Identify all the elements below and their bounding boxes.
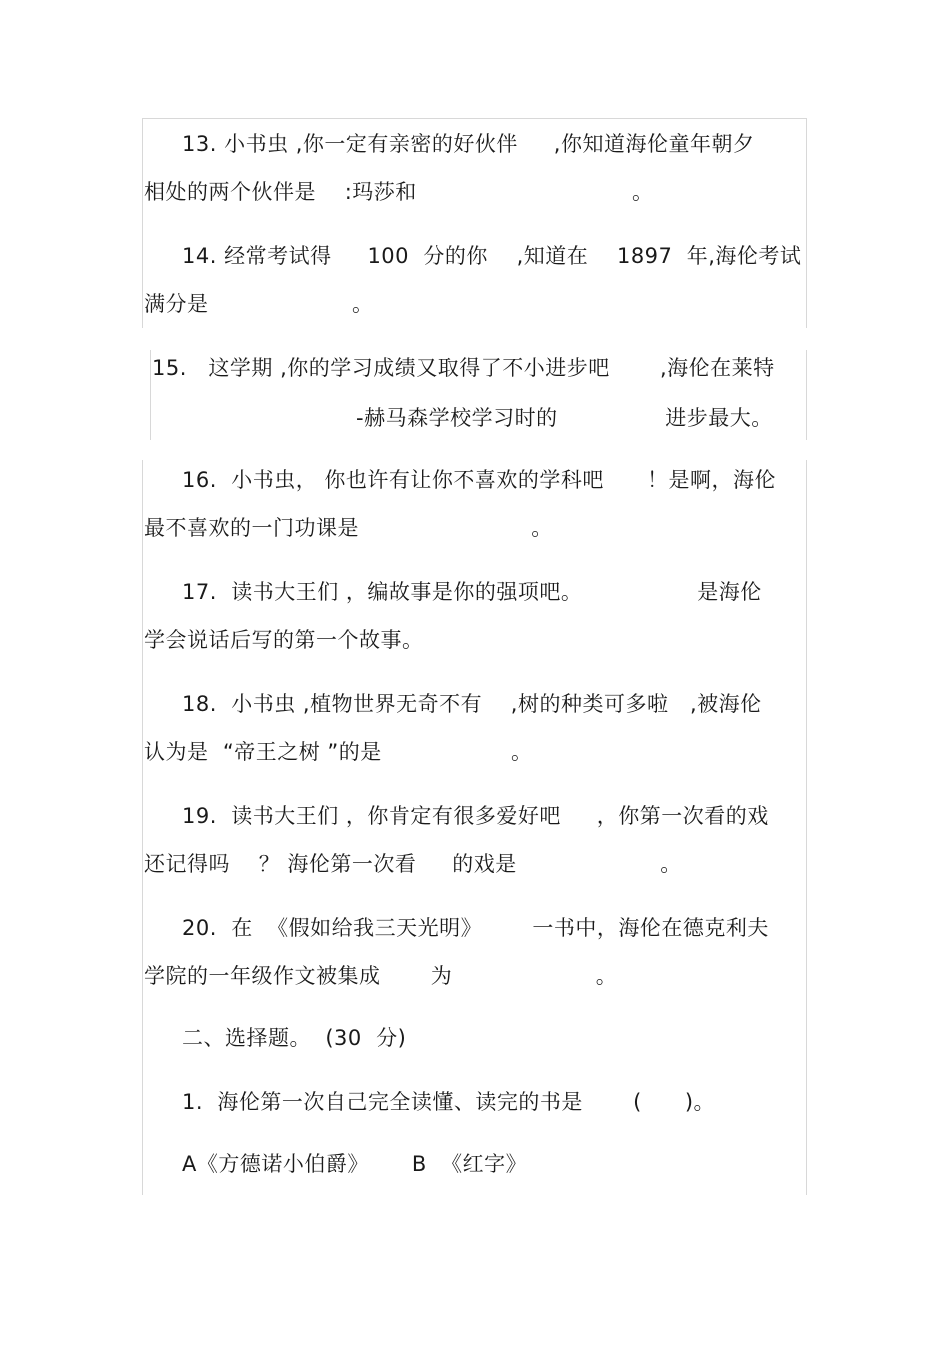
question-13-line-2: 相处的两个伙伴是 :玛莎和 。 bbox=[144, 180, 654, 204]
choice-question-1-options: A《方德诺小伯爵》 B 《红字》 bbox=[182, 1152, 528, 1176]
question-17-line-1: 17. 读书大王们 ，编故事是你的强项吧。 是海伦 bbox=[182, 580, 762, 604]
question-18-line-2: 认为是 “帝王之树 ”的是 。 bbox=[144, 740, 533, 764]
question-20-line-2: 学院的一年级作文被集成 为 。 bbox=[144, 964, 618, 988]
question-14-line-2: 满分是 。 bbox=[144, 292, 374, 316]
question-16-line-2: 最不喜欢的一门功课是 。 bbox=[144, 516, 553, 540]
question-20-line-1: 20. 在 《假如给我三天光明》 一书中，海伦在德克利夫 bbox=[182, 916, 769, 940]
question-17-line-2: 学会说话后写的第一个故事。 bbox=[144, 628, 424, 652]
question-19-line-1: 19. 读书大王们 ，你肯定有很多爱好吧 ，你第一次看的戏 bbox=[182, 804, 769, 828]
section-heading-choice: 二、选择题。 (30 分) bbox=[182, 1026, 407, 1050]
question-15-line-1: 15. 这学期 ,你的学习成绩又取得了不小进步吧 ,海伦在莱特 bbox=[152, 356, 775, 380]
question-14-line-1: 14. 经常考试得 100 分的你 ,知道在 1897 年,海伦考试 bbox=[182, 244, 802, 268]
border-right-2 bbox=[806, 350, 807, 440]
border-left-3 bbox=[142, 460, 143, 1195]
border-left-2 bbox=[150, 350, 151, 440]
border-right bbox=[806, 118, 807, 328]
border-right-3 bbox=[806, 460, 807, 1195]
question-15-line-2: -赫马森学校学习时的 进步最大。 bbox=[356, 406, 773, 430]
question-19-line-2: 还记得吗 ？ 海伦第一次看 的戏是 。 bbox=[144, 852, 682, 876]
question-18-line-1: 18. 小书虫 ,植物世界无奇不有 ,树的种类可多啦 ,被海伦 bbox=[182, 692, 762, 716]
question-16-line-1: 16. 小书虫， 你也许有让你不喜欢的学科吧 ！是啊，海伦 bbox=[182, 468, 776, 492]
border-left bbox=[142, 118, 143, 328]
question-13-line-1: 13. 小书虫 ,你一定有亲密的好伙伴 ,你知道海伦童年朝夕 bbox=[182, 132, 755, 156]
border-top bbox=[142, 118, 807, 119]
choice-question-1: 1. 海伦第一次自己完全读懂、读完的书是 ( )。 bbox=[182, 1090, 716, 1114]
